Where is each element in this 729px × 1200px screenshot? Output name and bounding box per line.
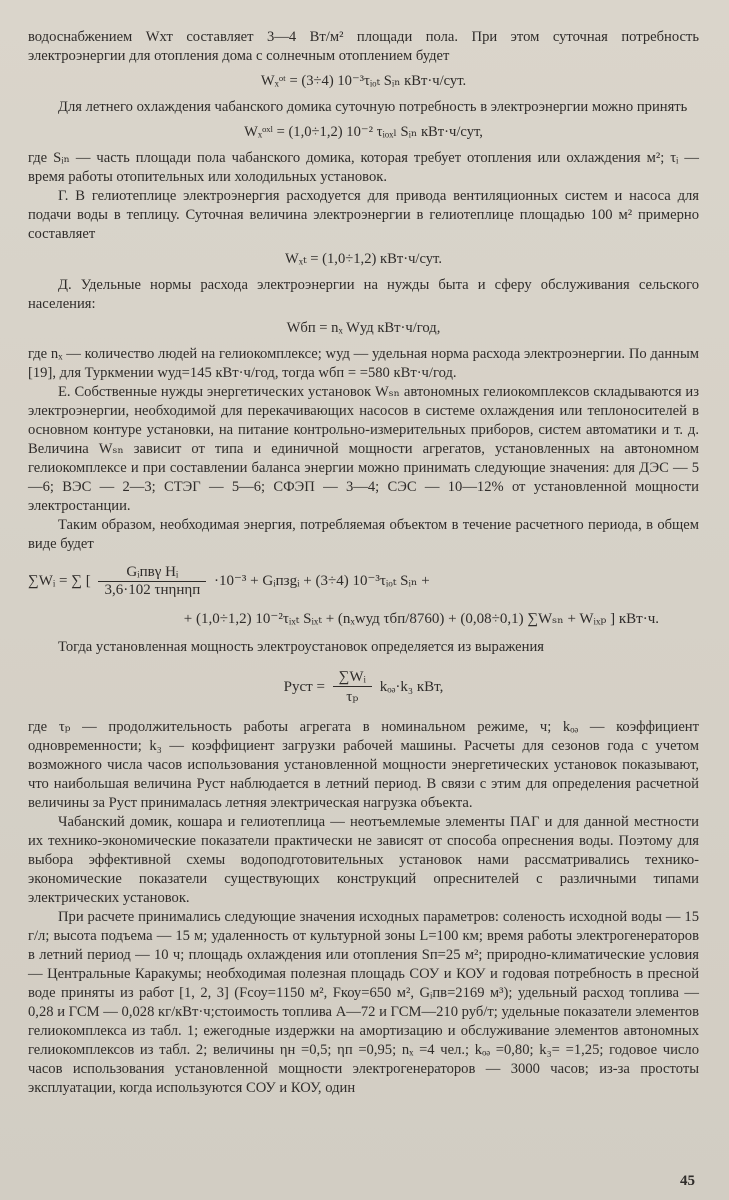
formula-part: ∑Wᵢ = ∑ [	[28, 572, 91, 589]
paragraph: водоснабжением Wхт составляет 3—4 Вт/м² площади пола. При этом суточная потребность электроэнергии для отопления дома с солнечным отоплением будет	[28, 29, 699, 64]
fraction	[333, 669, 372, 706]
fraction-numerator: ∑Wᵢ	[333, 669, 372, 687]
paragraph: Г. В гелиотеплице электроэнергия расходуется для привода вентиляционных систем и насоса для подачи воды в теплицу. Суточная величина электроэнергии в гелиотеплице площадью 100 м² примерно составляет	[28, 188, 699, 242]
formula-heating: Wₓᵒᵗ = (3÷4) 10⁻³τᵢₒₜ Sᵢₙ кВт·ч/сут.	[260, 73, 467, 89]
formula-sum-line2: + (1,0÷1,2) 10⁻²τᵢₓₜ Sᵢₓₜ + (nₓwуд τбп/8760) + (0,08÷0,1) ∑Wₛₙ + Wᵢₓₚ ] кВт·ч.	[183, 611, 659, 627]
formula-sum-line1	[28, 564, 699, 599]
formula-power	[28, 669, 699, 706]
formula-cooling: Wₓᵒˣˡ = (1,0÷1,2) 10⁻² τᵢₒₓₗ Sᵢₙ кВт·ч/сут,	[244, 124, 483, 140]
paragraph: Таким образом, необходимая энергия, потребляемая объектом в течение расчетного периода, в общем виде будет	[28, 517, 699, 552]
page-number: 45	[680, 1173, 695, 1189]
paragraph: где Sᵢₙ — часть площади пола чабанского домика, которая требует отопления или охлаждения м²; τᵢ — время работы отопительных или холодильных установок.	[28, 150, 699, 185]
paragraph: Тогда установленная мощность электроустановок определяется из выражения	[58, 639, 544, 655]
paragraph: где τₚ — продолжительность работы агрегата в номинальном режиме, ч; kₒₔ — коэффициент одновременности; k₃ — коэффициент загрузки рабочей машины. Расчеты для сезонов года с учетом возможного числа часов использования установленной мощности энергетических установок показывают, что наибольшая величина Pуст наблюдается в летний период. В связи с этим для определения расчетной величины за Pуст принималась летняя электрическая нагрузка объекта.	[28, 719, 699, 811]
paragraph: Для летнего охлаждения чабанского домика суточную потребность в электроэнергии можно принять	[58, 99, 688, 115]
formula-household: Wбп = nₓ Wуд кВт·ч/год,	[286, 320, 441, 336]
fraction-denominator: 3,6·102 τнηнηп	[104, 582, 201, 598]
paragraph: Д. Удельные нормы расхода электроэнергии на нужды быта и сферу обслуживания сельского населения:	[28, 277, 699, 312]
formula-part: ·10⁻³ + Gᵢпзgᵢ + (3÷4) 10⁻³τᵢₒₜ Sᵢₙ +	[214, 572, 430, 589]
fraction	[98, 564, 206, 599]
fraction-denominator: τₚ	[346, 689, 359, 705]
formula-part: Pуст =	[283, 678, 325, 695]
formula-part: kₒₔ·k₃ кВт,	[379, 678, 444, 695]
paragraph: Е. Собственные нужды энергетических установок Wₛₙ автономных гелиокомплексов складываются из электроэнергии, необходимой для перекачивающих насосов в системе охлаждения или теплоносителей в основном контуре установки, на питание контрольно-измерительных приборов, систем автоматики и т. д. Величина Wₛₙ зависит от типа и единичной мощности агрегатов, установленных на автономном гелиокомплексе и при составлении баланса энергии можно принимать следующие значения: для ДЭС — 5—6; ВЭС — 2—3; СТЭГ — 5—6; СФЭП — 3—4; СЭС — 10—12% от установленной мощности электростанции.	[28, 384, 699, 514]
paragraph: где nₓ — количество людей на гелиокомплексе; wуд — удельная норма расхода электроэнергии. По данным [19], для Туркмении wуд=145 кВт·ч/год, тогда wбп = =580 кВт·ч/год.	[28, 346, 699, 381]
paragraph: При расчете принимались следующие значения исходных параметров: соленость исходной воды — 15 г/л; высота подъема — 15 м; удаленность от культурной зоны L=100 км; время работы электрогенераторов в летний период — 10 ч; площадь охлаждения или отопления Sп=25 м²; природно-климатические условия — Центральные Каракумы; необходимая полезная площадь СОУ и КОУ и годовая потребность в пресной воде приняты из работ [1, 2, 3] (Fсоу=1150 м², Fкоу=650 м², Gᵢпв=2169 м³); удельный расход топлива — 0,28 и ГСМ — 0,028 кг/кВт·ч;стоимость топлива А—72 и ГСМ—210 руб/т; удельные показатели элементов гелиокомплекса из табл. 1; ежегодные издержки на амортизацию и обслуживание элементов автономных гелиокомплексов из табл. 2; величины ηн =0,5; ηп =0,95; nₓ =4 чел.; kₒₔ =0,80; k₃= =1,25; годовое число часов использования установленной мощности электрогенераторов — 3000 часов; из-за простоты эксплуатации, когда используются СОУ и КОУ, один	[28, 909, 699, 1096]
fraction-numerator: Gᵢпвγ Hᵢ	[98, 564, 206, 582]
paragraph: Чабанский домик, кошара и гелиотеплица — неотъемлемые элементы ПАГ и для данной местности их технико-экономические показатели практически не зависят от способа опреснения воды. Поэтому для выбора эффективной схемы водоподготовительных установок нами рассматривались технико-экономические показатели существующих конструкций опреснителей с различными типами электрических установок.	[28, 814, 699, 906]
formula-greenhouse: Wₓₜ = (1,0÷1,2) кВт·ч/сут.	[285, 251, 442, 267]
